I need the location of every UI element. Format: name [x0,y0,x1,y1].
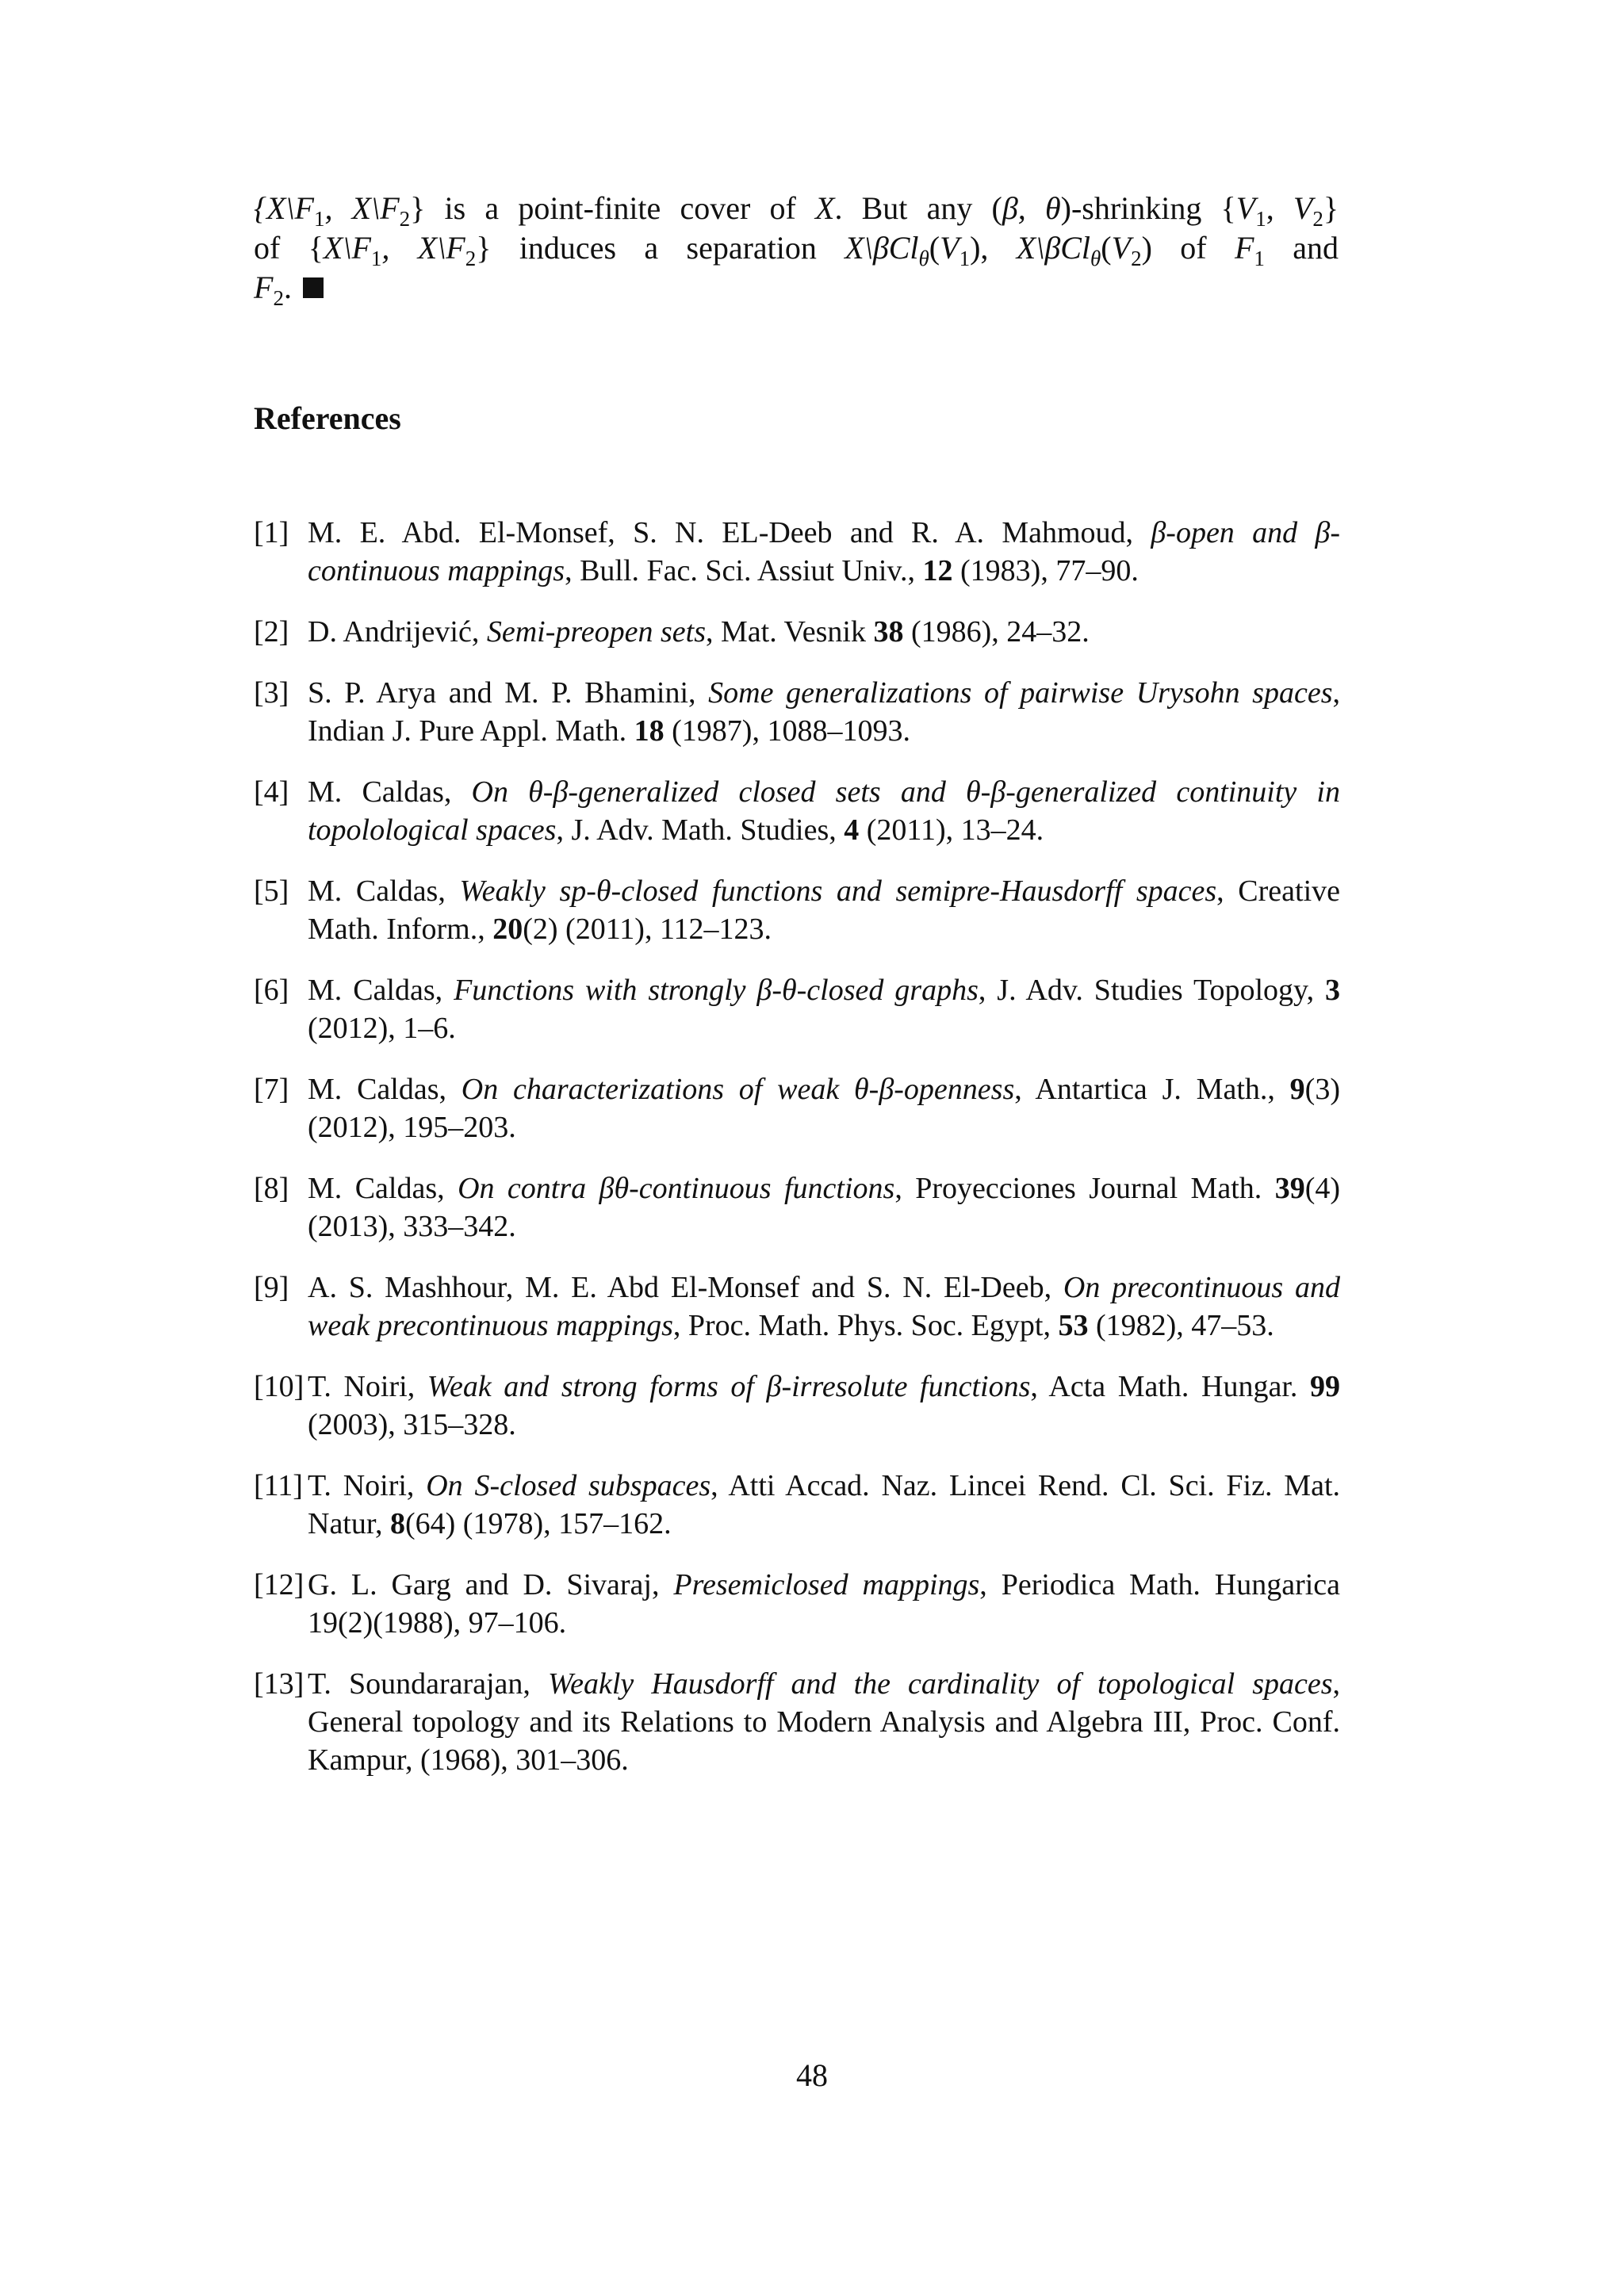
reference-authors: T. Noiri, [308,1469,427,1502]
reference-source: , Proyecciones Journal Math. [894,1172,1275,1205]
reference-volume: 53 [1058,1309,1089,1342]
reference-title: On θ-β-generalized closed sets and θ-β-generalized continuity in topolological spaces [308,775,1340,847]
math-text: ( [929,230,940,266]
math-text: V [1293,190,1313,226]
reference-item [254,514,1340,590]
reference-details: (2003), 315–328. [308,1408,516,1441]
reference-authors: S. P. Arya and M. P. Bhamini, [308,676,709,710]
references-list [254,514,1340,1802]
math-text: F [254,270,274,305]
reference-number: [8] [254,1172,289,1205]
reference-source: , Atti Accad. Naz. Lincei Rend. Cl. Sci. Fiz. Mat. Natur, [308,1469,1340,1540]
reference-title: Weakly Hausdorff and the cardinality of topological spaces [547,1667,1333,1701]
reference-details: (2012), 1–6. [308,1012,456,1045]
reference-item [254,971,1340,1047]
reference-volume: 99 [1310,1370,1340,1403]
reference-source: , General topology and its Relations to Modern Analysis and Algebra III, Proc. Conf. Kampur, (1968), 301–306. [308,1667,1341,1777]
reference-authors: M. Caldas, [308,1073,462,1106]
reference-source: , Antartica J. Math., [1014,1073,1290,1106]
reference-source: , J. Adv. Studies Topology, [978,974,1326,1007]
reference-title: Functions with strongly β-θ-closed graphs [454,974,979,1007]
reference-volume: 9 [1289,1073,1305,1106]
reference-authors: M. Caldas, [308,1172,458,1205]
math-subscript: θ [918,247,929,270]
reference-details: (1983), 77–90. [952,554,1139,587]
math-subscript: 2 [465,247,477,270]
reference-details: (1986), 24–32. [903,615,1090,649]
reference-source: , Periodica Math. Hungarica 19(2)(1988), 97–106. [308,1568,1341,1640]
math-text: X [815,190,835,226]
reference-number: [10] [254,1370,304,1403]
reference-volume: 18 [634,714,665,748]
proof-line-2 [254,228,1339,268]
reference-volume: 12 [922,554,953,587]
reference-item [254,1566,1340,1642]
body-text: . [283,270,292,305]
math-text: X\βCl [845,230,919,266]
body-text: is a point-finite cover of [425,190,815,226]
references-heading: References [254,400,401,436]
reference-authors: T. Noiri, [308,1370,427,1403]
reference-number: [5] [254,874,289,908]
reference-number: [1] [254,516,289,549]
math-text: F [1234,230,1254,266]
math-text: , [1266,190,1293,226]
reference-item [254,1665,1340,1779]
reference-details: (1987), 1088–1093. [664,714,910,748]
reference-source: , Creative Math. Inform., [308,874,1340,946]
math-subscript: 2 [399,207,411,231]
body-text: )-shrinking { [1060,190,1236,226]
reference-volume: 39 [1274,1172,1305,1205]
reference-volume: 8 [390,1507,405,1540]
math-subscript: θ [1090,247,1101,270]
reference-title: β-open and β-continuous mappings [308,516,1341,587]
reference-number: [9] [254,1271,289,1304]
math-subscript: 2 [1312,207,1323,231]
reference-source: , Bull. Fac. Sci. Assiut Univ., [565,554,923,587]
reference-number: [6] [254,974,289,1007]
math-subscript: 1 [1254,247,1265,270]
reference-volume: 4 [844,813,860,847]
reference-number: [2] [254,615,289,649]
reference-title: On characterizations of weak θ-β-openness [461,1073,1015,1106]
reference-title: Weakly sp-θ-closed functions and semipre-Hausdorff spaces [459,874,1217,908]
body-text: of { [254,230,324,266]
reference-details: (2) (2011), 112–123. [523,913,772,946]
math-subscript: 1 [1255,207,1266,231]
reference-item [254,1269,1340,1345]
math-text: X\F [323,230,371,266]
reference-authors: M. Caldas, [308,974,454,1007]
math-subscript: 2 [1131,247,1142,270]
reference-item [254,1070,1340,1146]
qed-square-icon [303,277,324,298]
body-text: } induces a separation [476,230,845,266]
math-subscript: 1 [313,207,325,231]
reference-volume: 38 [873,615,904,649]
math-text: {X\F [254,190,314,226]
reference-number: [11] [254,1469,303,1502]
reference-title: Semi-preopen sets [486,615,706,649]
reference-details: (3) (2012), 195–203. [308,1073,1340,1144]
reference-source: , Indian J. Pure Appl. Math. [308,676,1340,748]
reference-title: Some generalizations of pairwise Urysohn spaces [708,676,1333,710]
reference-number: [7] [254,1073,289,1106]
reference-source: , Acta Math. Hungar. [1030,1370,1310,1403]
reference-source: , Mat. Vesnik [706,615,874,649]
reference-item [254,872,1340,948]
math-subscript: 2 [273,286,284,310]
reference-details: (64) (1978), 157–162. [405,1507,672,1540]
reference-details: (4) (2013), 333–342. [308,1172,1340,1243]
reference-item [254,674,1340,750]
reference-item [254,1368,1340,1444]
math-text: } [410,190,426,226]
math-text: V [1111,230,1132,266]
math-text: , X\F [381,230,465,266]
reference-number: [12] [254,1568,304,1601]
reference-title: On precontinuous and weak precontinuous mappings [308,1271,1340,1342]
proof-conclusion-paragraph [254,189,1339,308]
body-text: ) of [1141,230,1235,266]
math-text: } [1323,190,1339,226]
reference-details: (2011), 13–24. [859,813,1044,847]
reference-title: Presemiclosed mappings [673,1568,980,1601]
page-number: 48 [796,2057,828,2093]
math-text: ), [970,230,1017,266]
reference-title: On contra βθ-continuous functions [458,1172,895,1205]
reference-authors: G. L. Garg and D. Sivaraj, [308,1568,674,1601]
reference-number: [13] [254,1667,304,1701]
math-subscript: 1 [959,247,971,270]
math-text: β, θ [1002,190,1061,226]
reference-volume: 3 [1325,974,1341,1007]
math-subscript: 1 [370,247,382,270]
math-text: V [1235,190,1256,226]
reference-item [254,1467,1340,1543]
reference-authors: M. Caldas, [308,775,472,809]
reference-title: On S-closed subspaces [426,1469,711,1502]
reference-title: Weak and strong forms of β-irresolute functions [427,1370,1031,1403]
proof-line-1 [254,189,1339,231]
reference-source: , J. Adv. Math. Studies, [556,813,845,847]
reference-authors: M. Caldas, [308,874,460,908]
body-text: . But any ( [834,190,1002,226]
reference-authors: T. Soundararajan, [308,1667,548,1701]
reference-number: [4] [254,775,289,809]
reference-item [254,613,1340,651]
math-text: V [940,230,959,266]
reference-number: [3] [254,676,289,710]
reference-authors: M. E. Abd. El-Monsef, S. N. EL-Deeb and R. A. Mahmoud, [308,516,1151,549]
math-text: X\βCl [1016,230,1091,266]
reference-authors: D. Andrijević, [308,615,487,649]
reference-authors: A. S. Mashhour, M. E. Abd El-Monsef and S. N. El-Deeb, [308,1271,1063,1304]
body-text: and [1264,230,1339,266]
reference-details: (1982), 47–53. [1088,1309,1274,1342]
reference-source: , Proc. Math. Phys. Soc. Egypt, [672,1309,1059,1342]
proof-line-3 [254,268,1339,308]
reference-item [254,773,1340,849]
reference-volume: 20 [492,913,523,946]
math-text: ( [1101,230,1112,266]
reference-item [254,1169,1340,1246]
math-text: , X\F [324,190,400,226]
